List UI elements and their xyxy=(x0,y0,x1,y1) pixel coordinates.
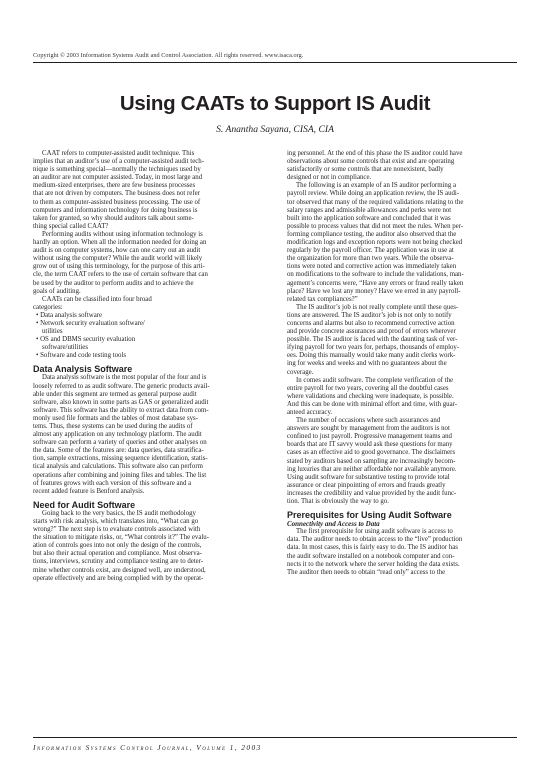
text-line: where validations and checking were inadequate, is possible. xyxy=(287,392,454,400)
text-line: nects it to the network where the server holding the data exists. xyxy=(287,560,460,568)
text-line: but also their actual operation and compliance. Most observa- xyxy=(33,550,202,558)
text-line: categories: xyxy=(33,303,63,311)
text-line: ing personnel. At the end of this phase the IS auditor could have xyxy=(287,150,463,157)
text-line: built into the application software and concluded that it was xyxy=(287,214,451,222)
text-line: cle, the term CAAT refers to the use of certain software that can xyxy=(33,271,208,279)
text-line: the situation to mitigate risks, or, “What controls it?” The evalu- xyxy=(33,534,209,542)
section-heading: Need for Audit Software xyxy=(33,499,136,510)
copyright-notice: Copyright © 2003 Information Systems Audit and Control Association. All rights reserved. www.isaca.org. xyxy=(33,52,304,59)
text-line: possible to process values that did not meet the rules. When per- xyxy=(287,222,464,230)
text-line: the organization for more than two years. While the observa- xyxy=(287,255,454,263)
text-line: thing special called CAAT? xyxy=(33,222,109,230)
text-line: implies that an auditor’s use of a computer-assisted audit tech- xyxy=(33,158,204,166)
text-line: grow out of using this terminology, for the purpose of this arti- xyxy=(33,263,205,271)
text-line: tions were noted and corrective action was immediately taken xyxy=(287,263,457,271)
section-heading: Data Analysis Software xyxy=(33,364,133,375)
text-line: to them as computer-assisted business processing. The use of xyxy=(33,198,201,206)
journal-footer: Information Systems Control Journal, Volume 1, 2003 xyxy=(33,743,262,752)
text-line: forming compliance testing, the auditor also observed that the xyxy=(287,230,457,238)
text-line: The number of occasions where such assurances and xyxy=(296,417,441,425)
text-line: of features grows with each version of this software and a xyxy=(33,479,192,487)
text-line: able under this segment are termed as general purpose audit xyxy=(33,390,197,398)
text-line: tion, sample extractions, missing sequence identification, statis- xyxy=(33,455,208,463)
text-line: tical analysis and calculations. This software also can perform xyxy=(33,463,203,471)
text-line: ing luxuries that are neither affordable nor available anymore. xyxy=(287,465,457,473)
text-line: the data. Some of the features are: data queries, data stratifica- xyxy=(33,447,204,455)
text-line: boards that are IT savvy would ask these questions for many xyxy=(287,441,453,449)
text-line: software, also known in some parts as GAS or generalized audit xyxy=(33,398,209,406)
text-line: Going back to the very basics, the IS audit methodology xyxy=(42,509,196,517)
text-line: software/utilities xyxy=(42,344,88,352)
text-line: utilities xyxy=(42,328,63,336)
text-line: The IS auditor’s job is not really complete until these ques- xyxy=(296,303,459,311)
section-heading: Prerequisites for Using Audit Software xyxy=(287,510,452,521)
text-line: related tax compliances?” xyxy=(287,295,358,303)
text-line: • Network security evaluation software/ xyxy=(36,319,145,327)
text-line: computers and information technology for doing business is xyxy=(33,206,198,214)
text-line: tions are answered. The IS auditor’s job is not only to notify xyxy=(287,311,452,319)
text-line: ifying payroll for two years for, perhaps, thousands of employ- xyxy=(287,344,460,352)
text-line: ing for weeks and weeks and with no guarantees about the xyxy=(287,360,447,368)
text-line: on modifications to the software to include the validations, man- xyxy=(287,271,464,279)
right-column xyxy=(287,150,518,577)
text-line: payroll review. While doing an application review, the IS audi- xyxy=(287,190,460,198)
text-line: tems. Thus, these systems can be used during the audits of xyxy=(33,423,193,430)
text-line: concerns and alarms but also to recommend corrective action xyxy=(287,319,455,327)
text-line: assurance or clear pinpointing of errors and frauds greatly xyxy=(287,481,446,489)
section-heading: Connectivity and Access to Data xyxy=(287,520,380,529)
text-line: anteed accuracy. xyxy=(287,409,333,416)
text-line: stated by auditors based on sampling are increasingly becom- xyxy=(287,457,456,465)
text-line: taken for granted, so why should auditors talk about some- xyxy=(33,214,194,222)
text-line: ation of controls goes into not only the design of the controls, xyxy=(33,542,202,550)
text-line: observations about some controls that exist and are operating xyxy=(287,158,455,166)
text-line: without using the computer? While the audit world will likely xyxy=(33,255,203,263)
text-line: cases as an effective aid to good governance. The disclaimers xyxy=(287,449,456,457)
text-line: hardly an option. When all the information needed for doing an xyxy=(33,239,207,247)
text-line: possible. The IS auditor is faced with the daunting task of ver- xyxy=(287,336,458,344)
text-line: the audit software installed on a notebook computer and con- xyxy=(287,552,455,560)
text-line: • Software and code testing tools xyxy=(36,352,127,360)
text-line: CAATs can be classified into four broad xyxy=(42,295,152,303)
text-line: confined to just payroll. Progressive management teams and xyxy=(287,433,452,441)
footer-rule xyxy=(33,737,517,738)
text-line: software can perform a variety of queries and other analyses on xyxy=(33,439,207,447)
text-line: medium-sized enterprises, there are few business processes xyxy=(33,182,196,190)
text-line: salary ranges and admissible allowances and perks were not xyxy=(287,206,452,214)
text-line: loosely referred to as audit software. The generic products avail- xyxy=(33,382,210,390)
text-line: designed or not in compliance. xyxy=(287,174,372,182)
text-line: entire payroll for two years, covering all the doubtful cases xyxy=(287,384,449,392)
text-line: that are not driven by computers. The business does not refer xyxy=(33,190,200,198)
text-line: satisfactorily or some controls that are nonexistent, badly xyxy=(287,166,444,174)
text-line: monly used file formats and the tables of most database sys- xyxy=(33,414,198,422)
text-line: operations after combining and joining files and tables. The list xyxy=(33,471,207,479)
text-line: modification logs and exception reports were not being checked xyxy=(287,239,463,247)
text-line: and provide concrete assurances and proof of errors wherever xyxy=(287,328,456,336)
text-line: data. In most cases, this is fairly easy to do. The IS auditor has xyxy=(287,544,458,552)
text-line: In comes audit software. The complete verification of the xyxy=(296,376,454,384)
text-line: almost any application on any technology platform. The audit xyxy=(33,431,202,439)
text-line: CAAT refers to computer-assisted audit technique. This xyxy=(42,150,195,157)
text-line: tion. That is obviously the way to go. xyxy=(287,498,389,506)
text-line: an auditor are not computer assisted. Today, in most large and xyxy=(33,174,203,182)
text-line: increases the credibility and value provided by the audit func- xyxy=(287,489,457,497)
text-line: mine whether controls exist, are designed well, are understood, xyxy=(33,566,206,574)
text-line: starts with risk analysis, which translates into, “What can go xyxy=(33,517,199,525)
text-line: The following is an example of an IS auditor performing a xyxy=(296,182,457,190)
text-line: wrong?” The next step is to evaluate controls associated with xyxy=(33,526,201,534)
text-line: Performing audits without using information technology is xyxy=(42,230,203,238)
text-line: operate effectively and are being complied with by the operat- xyxy=(33,574,204,582)
text-line: • Data analysis software xyxy=(36,311,103,319)
text-line: agement’s concerns were, “Have any errors or fraud really taken xyxy=(287,279,464,287)
text-line: ees. Doing this manually would take many audit clerks work- xyxy=(287,352,456,360)
text-line: goals of auditing. xyxy=(33,287,81,295)
text-line: coverage. xyxy=(287,368,314,376)
text-line: place? Have we lost any money? Have we erred in any payroll- xyxy=(287,287,461,295)
text-line: Using audit software for substantive testing to provide total xyxy=(287,473,450,481)
text-line: • OS and DBMS security evaluation xyxy=(36,336,136,344)
text-line: And this can be done with minimal effort and time, with guar- xyxy=(287,400,458,408)
article-author: S. Anantha Sayana, CISA, CIA xyxy=(216,124,334,135)
text-line: tions, interviews, scrutiny and compliance testing are to deter- xyxy=(33,558,204,566)
article-title: Using CAATs to Support IS Audit xyxy=(119,92,431,115)
text-line: audit is on computer systems, how can one carry out an audit xyxy=(33,247,201,255)
left-column xyxy=(33,150,263,583)
text-line: data. The auditor needs to obtain access to the “live” production xyxy=(287,536,463,544)
text-line: regularly by the payroll officer. The application was in use at xyxy=(287,247,454,255)
text-line: recent added feature is Benford analysis. xyxy=(33,487,145,495)
text-line: tor observed that many of the required validations relating to the xyxy=(287,198,464,206)
header-rule xyxy=(33,62,517,63)
text-line: software. This software has the ability to extract data from com- xyxy=(33,406,209,414)
text-line: Data analysis software is the most popular of the four and is xyxy=(42,374,207,382)
text-line: be used by the auditor to perform audits and to achieve the xyxy=(33,279,194,287)
text-line: The first prerequisite for using audit software is access to xyxy=(296,528,453,536)
text-line: answers are sought by management from the auditors is not xyxy=(287,425,450,433)
text-line: nique is something special—normally the techniques used by xyxy=(33,166,201,174)
text-line: The auditor then needs to obtain “read only” access to the xyxy=(287,568,446,576)
